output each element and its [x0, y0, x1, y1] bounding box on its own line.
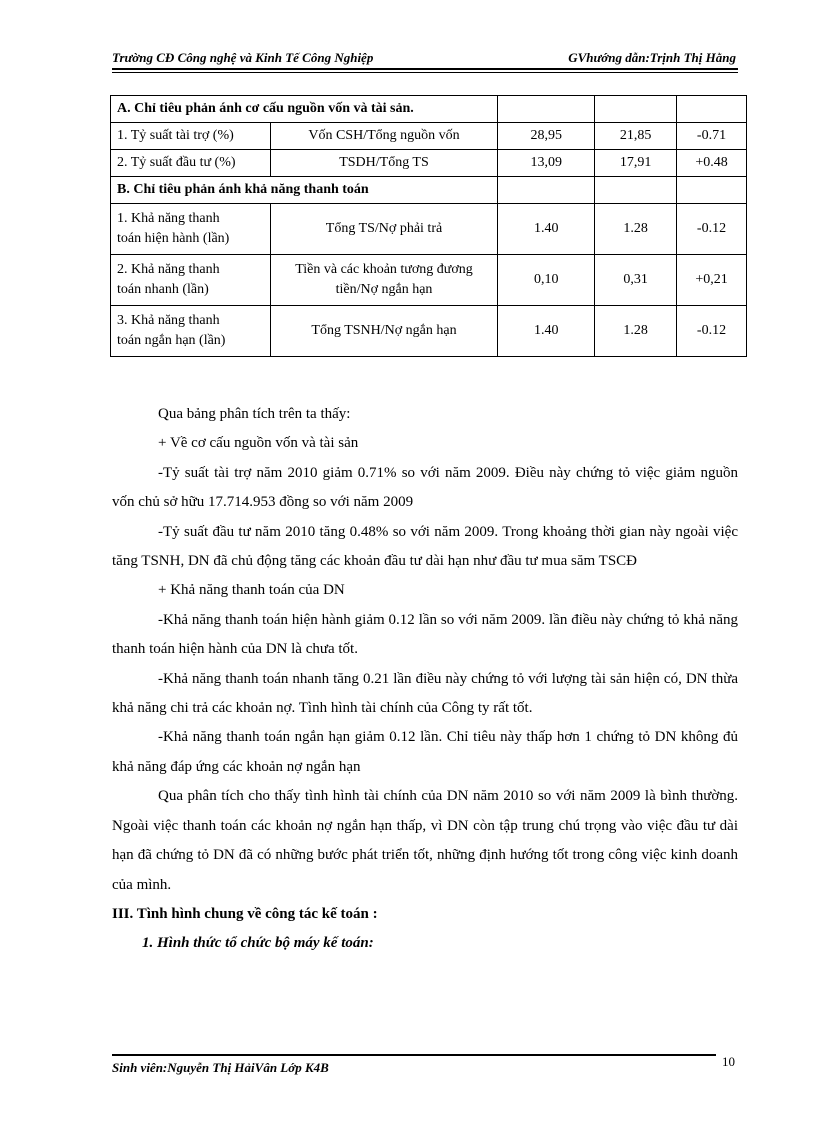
indicator-table	[110, 95, 747, 357]
indicator-name	[111, 204, 271, 255]
value-2010: 0,31	[595, 255, 677, 306]
header-school: Trường CĐ Công nghệ và Kinh Tế Công Nghiệp	[112, 50, 374, 65]
empty-cell	[677, 96, 747, 123]
value-2009: 1.40	[498, 204, 595, 255]
indicator-formula: Vốn CSH/Tổng nguồn vốn	[270, 123, 498, 150]
paragraph-capital-heading: + Về cơ cấu nguồn vốn và tài sản	[158, 435, 359, 452]
paragraph-short-term-solvency: -Khả năng thanh toán ngắn hạn giảm 0.12 lần. Chỉ tiêu này thấp hơn 1 chứng tỏ DN không đủ khả năng đáp ứng các khoản nợ ngắn hạn	[112, 729, 738, 775]
paragraph-current-solvency: -Khả năng thanh toán hiện hành giảm 0.12 lần so với năm 2009. lần điều này chứng tỏ khả năng thanh toán hiện hành của DN là chưa tốt.	[112, 611, 738, 658]
indicator-formula: Tổng TSNH/Nợ ngắn hạn	[270, 306, 498, 357]
table-row	[111, 255, 747, 306]
header-rule	[112, 68, 738, 73]
empty-cell	[498, 96, 595, 123]
paragraph-solvency-heading: + Khả năng thanh toán của DN	[158, 582, 345, 599]
value-diff: +0.48	[677, 150, 747, 177]
section-heading: III. Tình hình chung về công tác kế toán :	[112, 905, 378, 922]
value-diff: -0.12	[677, 204, 747, 255]
footer-rule	[112, 1054, 716, 1056]
value-diff: -0.12	[677, 306, 747, 357]
formula-line1: Tiền và các khoản tương đương	[295, 262, 473, 277]
value-2009: 1.40	[498, 306, 595, 357]
indicator-name	[111, 306, 271, 357]
value-2010: 21,85	[595, 123, 677, 150]
empty-cell	[498, 177, 595, 204]
header-advisor: GVhướng dẫn:Trịnh Thị Hằng	[568, 50, 736, 65]
empty-cell	[595, 96, 677, 123]
indicator-name	[111, 255, 271, 306]
indicator-name-line2: toán hiện hành (lần)	[117, 231, 230, 246]
empty-cell	[677, 177, 747, 204]
value-diff: +0,21	[677, 255, 747, 306]
paragraph-intro: Qua bảng phân tích trên ta thấy:	[158, 406, 351, 422]
table-row	[111, 96, 747, 123]
indicator-name: 2. Tỷ suất đầu tư (%)	[111, 150, 271, 177]
indicator-name-line2: toán ngắn hạn (lần)	[117, 333, 226, 348]
indicator-name-line1: 1. Khả năng thanh	[117, 211, 220, 226]
paragraph-quick-solvency: -Khả năng thanh toán nhanh tăng 0.21 lần điều này chứng tỏ với lượng tài sản hiện có, DN thừa khả năng chi trả các khoản nợ. Tình hình tài chính của Công ty rất tốt.	[112, 670, 738, 717]
document-body	[112, 400, 738, 959]
table-row	[111, 204, 747, 255]
indicator-name-line1: 3. Khả năng thanh	[117, 313, 220, 328]
section-b-heading: B. Chỉ tiêu phản ánh khả năng thanh toán	[111, 177, 498, 204]
indicator-formula: TSDH/Tổng TS	[270, 150, 498, 177]
paragraph-conclusion: Qua phân tích cho thấy tình hình tài chính của DN năm 2010 so với năm 2009 là bình thường. Ngoài việc thanh toán các khoản nợ ngắn hạn thấp, vì DN còn tập trung chú trọng vào việc đầu tư dài hạn đã chứng tỏ DN đã có những bước phát triển tốt, những định hướng tốt trong công việc kinh doanh của mình.	[112, 788, 738, 893]
subsection-heading: 1. Hình thức tổ chức bộ máy kế toán:	[142, 935, 374, 952]
indicator-formula: Tổng TS/Nợ phải trả	[270, 204, 498, 255]
value-2009: 13,09	[498, 150, 595, 177]
value-2009: 28,95	[498, 123, 595, 150]
paragraph-investment-ratio: -Tỷ suất đầu tư năm 2010 tăng 0.48% so với năm 2009. Trong khoảng thời gian này ngoài việc tăng TSNH, DN đã chủ động tăng các khoản đầu tư dài hạn như đầu tư mua săm TSCĐ	[112, 523, 738, 570]
table-row	[111, 123, 747, 150]
indicator-name-line1: 2. Khả năng thanh	[117, 262, 220, 277]
indicator-name-line2: toán nhanh (lần)	[117, 282, 209, 297]
section-a-heading: A. Chỉ tiêu phản ánh cơ cấu nguồn vốn và tài sản.	[111, 96, 498, 123]
footer-student: Sinh viên:Nguyễn Thị HảiVân Lớp K4B	[112, 1060, 329, 1075]
value-diff: -0.71	[677, 123, 747, 150]
value-2009: 0,10	[498, 255, 595, 306]
formula-line2: tiền/Nợ ngắn hạn	[335, 282, 433, 297]
paragraph-funding-ratio: -Tỷ suất tài trợ năm 2010 giảm 0.71% so với năm 2009. Điều này chứng tỏ việc giảm nguồn vốn chủ sở hữu 17.714.953 đồng so với năm 2009	[112, 464, 738, 511]
value-2010: 17,91	[595, 150, 677, 177]
page-header	[112, 48, 736, 68]
indicator-name: 1. Tỷ suất tài trợ (%)	[111, 123, 271, 150]
indicator-formula	[270, 255, 498, 306]
table-row	[111, 150, 747, 177]
value-2010: 1.28	[595, 306, 677, 357]
table-row	[111, 177, 747, 204]
table-row	[111, 306, 747, 357]
page-number: 10	[722, 1054, 735, 1069]
empty-cell	[595, 177, 677, 204]
value-2010: 1.28	[595, 204, 677, 255]
